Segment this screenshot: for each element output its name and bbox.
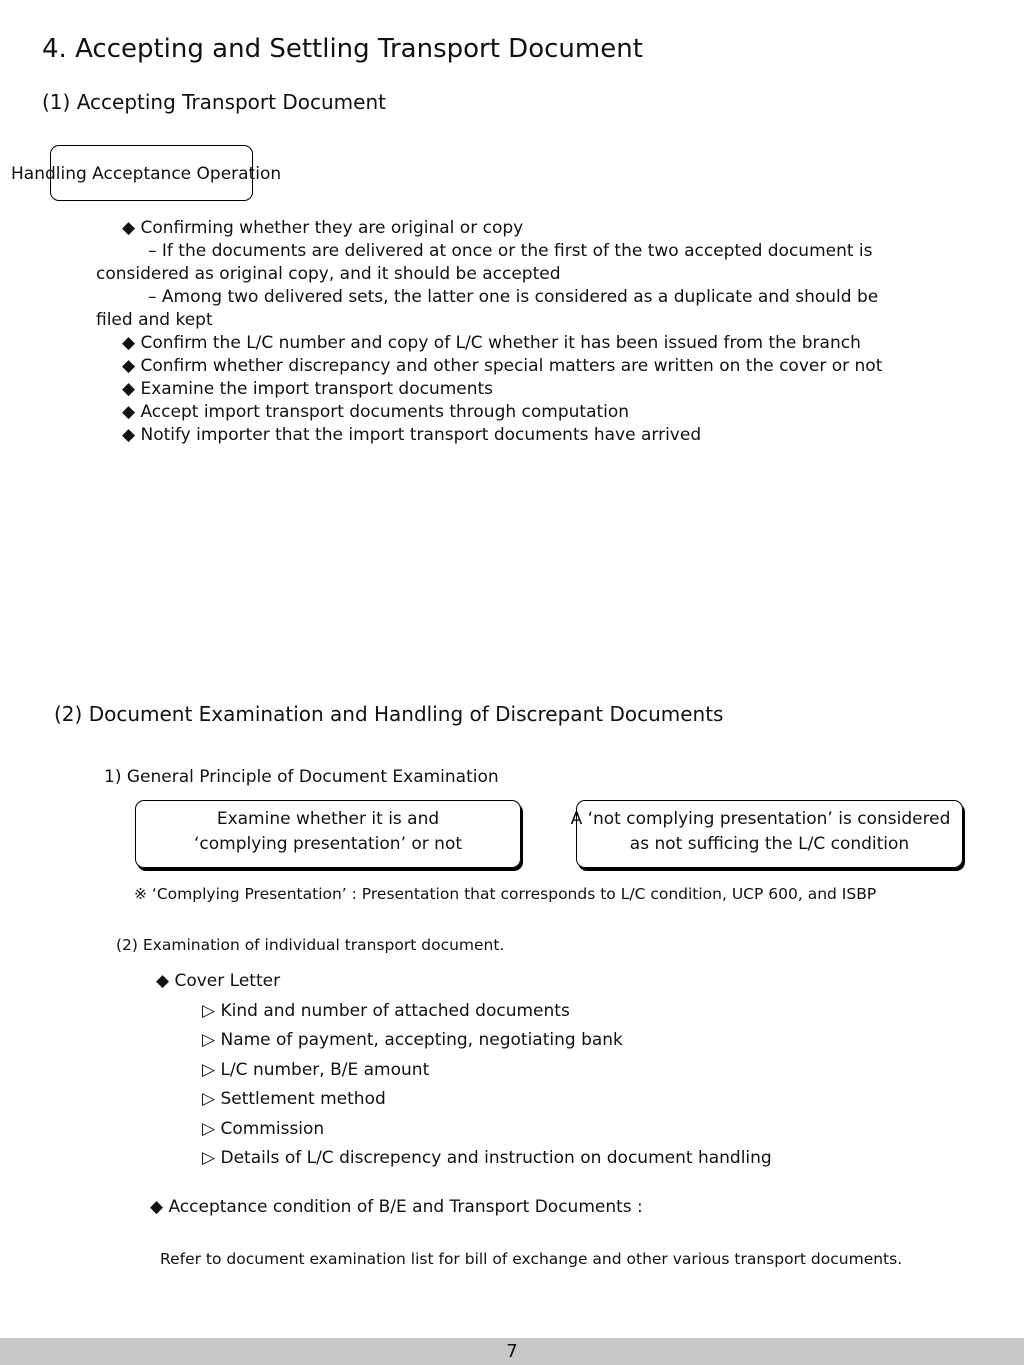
step-line: ◆ Accept import transport documents through computation: [122, 402, 630, 422]
general-principle-heading: 1) General Principle of Document Examination: [104, 767, 499, 787]
complying-presentation-note: ※ ‘Complying Presentation’ : Presentation that corresponds to L/C condition, UCP 600, and ISBP: [134, 885, 877, 903]
box-line: Examine whether it is and: [216, 809, 440, 829]
step-line: ◆ Confirming whether they are original or copy: [122, 218, 524, 238]
step-line: filed and kept: [96, 310, 213, 330]
box-line: as not sufficing the L/C condition: [629, 834, 910, 854]
section2-heading: (2) Document Examination and Handling of Discrepant Documents: [54, 702, 724, 726]
acceptance-condition-heading: ◆ Acceptance condition of B/E and Transport Documents :: [150, 1197, 643, 1217]
cover-letter-item: ▷ Name of payment, accepting, negotiating bank: [202, 1030, 623, 1050]
cover-letter-item: ▷ Settlement method: [202, 1089, 386, 1109]
step-line: – Among two delivered sets, the latter one is considered as a duplicate and should be: [148, 287, 879, 307]
step-line: considered as original copy, and it should be accepted: [96, 264, 561, 284]
box-line: A ‘not complying presentation’ is considered: [570, 809, 951, 829]
cover-letter-heading: ◆ Cover Letter: [156, 971, 281, 991]
box-line: ‘complying presentation’ or not: [193, 834, 463, 854]
individual-examination-heading: (2) Examination of individual transport document.: [116, 936, 505, 954]
acceptance-steps: [96, 217, 936, 447]
refer-note: Refer to document examination list for bill of exchange and other various transport documents.: [160, 1250, 903, 1268]
cover-letter-item: ▷ Kind and number of attached documents: [202, 1001, 570, 1021]
page-title: 4. Accepting and Settling Transport Document: [42, 34, 643, 64]
step-line: ◆ Confirm the L/C number and copy of L/C whether it has been issued from the branch: [122, 333, 861, 353]
section1-heading: (1) Accepting Transport Document: [42, 90, 386, 114]
complying-presentation-box: [135, 800, 521, 868]
not-complying-presentation-box: [570, 800, 963, 868]
cover-letter-item: ▷ L/C number, B/E amount: [202, 1060, 430, 1080]
cover-letter-item: ▷ Details of L/C discrepency and instruction on document handling: [202, 1148, 772, 1168]
step-line: ◆ Examine the import transport documents: [122, 379, 494, 399]
page-number: 7: [506, 1341, 518, 1362]
step-line: – If the documents are delivered at once or the first of the two accepted document is: [148, 241, 873, 261]
cover-letter-item: ▷ Commission: [202, 1119, 325, 1139]
step-line: ◆ Notify importer that the import transport documents have arrived: [122, 425, 702, 445]
acceptance-operation-label: Handling Acceptance Operation: [11, 164, 282, 184]
step-line: ◆ Confirm whether discrepancy and other special matters are written on the cover or not: [122, 356, 883, 376]
